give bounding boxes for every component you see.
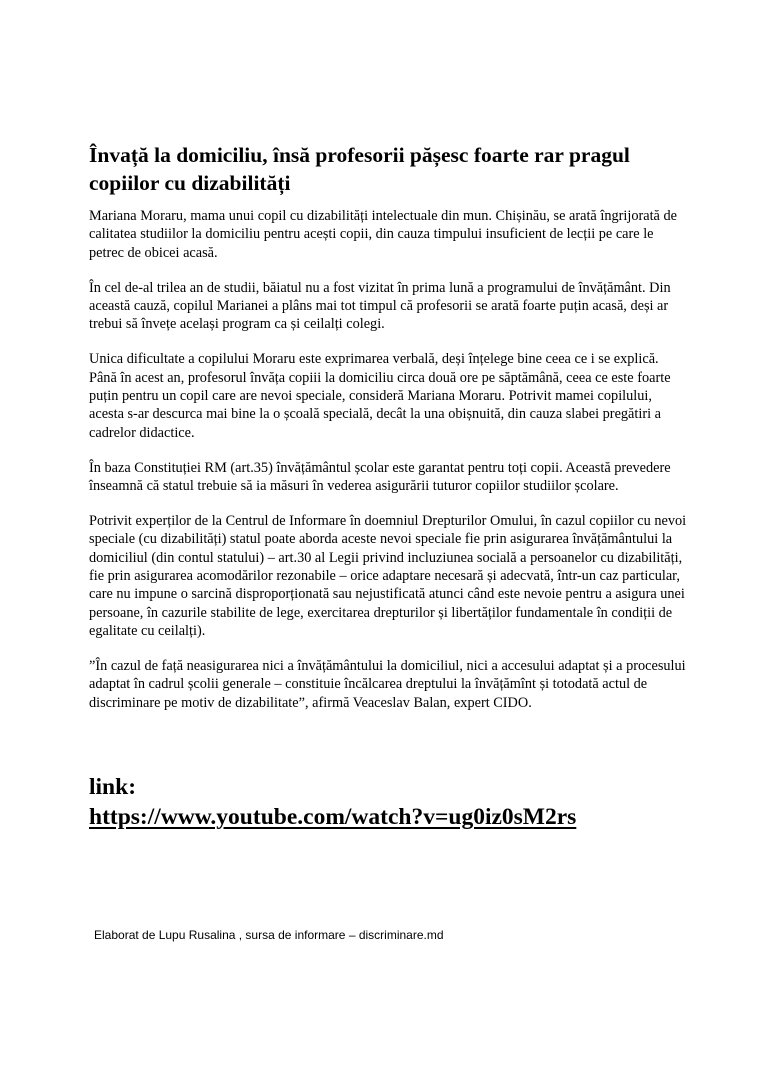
link-label: link: — [89, 774, 137, 800]
paragraph-4: În baza Constituției RM (art.35) învățământul școlar este garantat pentru toți copii. Această prevedere înseamnă că statul trebuie să ia măsuri în vederea asigurării tuturor copiilor studiilor școlare. — [89, 459, 671, 495]
paragraph-1: Mariana Moraru, mama unui copil cu dizabilități intelectuale din mun. Chișinău, se arată îngrijorată de calitatea studiilor la domiciliu pentru acești copii, din cauza timpului insuficient de lecții pe care le petrec de obicei acasă. — [89, 208, 677, 261]
paragraph-5: Potrivit experților de la Centrul de Informare în doemniul Drepturilor Omului, în cazul copiilor cu nevoi speciale (cu dizabilități) statul poate aborda aceste nevoi speciale fie prin asigurarea învățământului la domiciliul (din contul statului) – art.30 al Legii privind incluziunea socială a persoanelor cu dizabilități, fie prin asigurarea acomodărilor rezonabile – orice adaptare necesară și adecvată, într-un caz particular, care nu impune o sarcină disproporționată sau nejustificată atunci când este nevoie pentru a asigura unei persoane, în cazurile stabilite de lege, exercitarea drepturilor și libertăților fundamentale în condiții de egalitate cu ceilalți). — [89, 512, 687, 640]
link-section — [89, 772, 729, 832]
paragraph-6: ”În cazul de față neasigurarea nici a învățământului la domiciliul, nici a accesului adaptat și a procesului adaptat în cadrul școlii generale – constituie încălcarea dreptului la învățămînt și totodată actul de discriminare pe motiv de dizabilitate”, afirmă Veaceslav Balan, expert CIDO. — [89, 658, 686, 711]
footer-credit: Elaborat de Lupu Rusalina , sursa de informare – discriminare.md — [94, 928, 444, 942]
youtube-link[interactable]: https://www.youtube.com/watch?v=ug0iz0sM2rs — [89, 804, 577, 830]
article-body — [89, 207, 689, 729]
paragraph-3: Unica dificultate a copilului Moraru este exprimarea verbală, deși înțelege bine ceea ce i se explică. Până în acest an, profesorul învăța copiii la domiciliu circa două ore pe săptămână, ceea ce este foarte puțin pentru un copil care are nevoi speciale, consideră Mariana Moraru. Potrivit mamei copilului, acesta s-ar descurca mai bine la o școală specială, decât la una obișnuită, din cauza slabei pregătiri a cadrelor didactice. — [89, 351, 671, 441]
article-title: Învață la domiciliu, însă profesorii pășesc foarte rar pragul copiilor cu dizabilități — [89, 143, 630, 195]
paragraph-2: În cel de-al trilea an de studii, băiatul nu a fost vizitat în prima lună a programului de învățământ. Din această cauză, copilul Marianei a plâns mai tot timpul că profesorii se arată foarte puțin acasă, deși ar trebui să învețe același program ca și ceilalți colegi. — [89, 279, 671, 333]
